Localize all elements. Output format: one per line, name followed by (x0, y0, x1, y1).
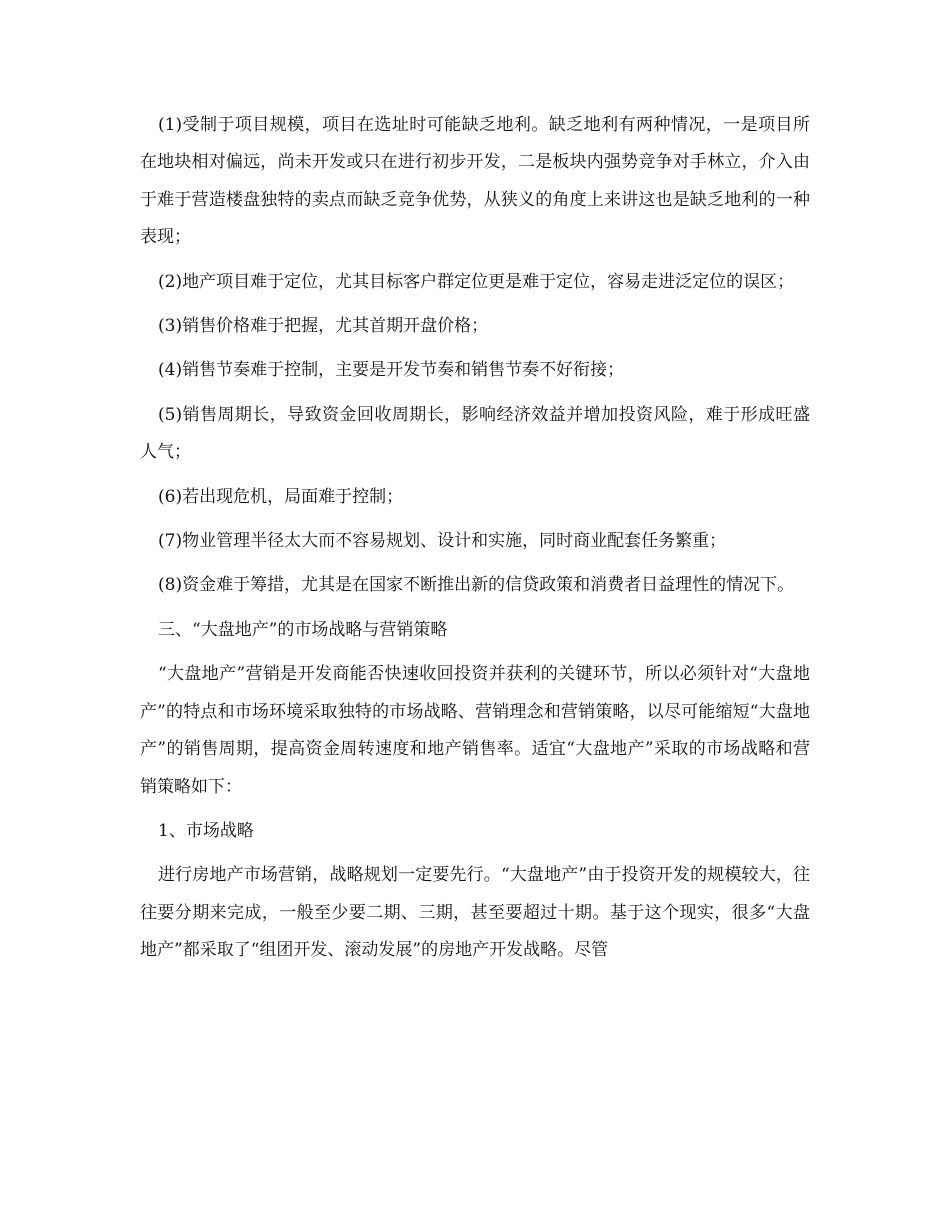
paragraph-4: (4)销售节奏难于控制，主要是开发节奏和销售节奏不好衔接； (158, 360, 625, 381)
paragraph-1: (1)受制于项目规模，项目在选址时可能缺乏地利。缺乏地利有两种情况，一是项目所在地块相对偏远，尚未开发或只在进行初步开发，二是板块内强势竞争对手林立，介入由于难于营造楼盘独特的卖点而缺乏竞争优势，从狭义的角度上来讲这也是缺乏地利的一种表现； (140, 115, 810, 248)
section-heading: 三、“大盘地产”的市场战略与营销策略 (158, 619, 448, 640)
paragraph-2: (2)地产项目难于定位，尤其目标客户群定位更是难于定位，容易走进泛定位的误区； (158, 271, 795, 292)
paragraph-7: (7)物业管理半径太大而不容易规划、设计和实施，同时商业配套任务繁重； (158, 531, 727, 552)
paragraph-8: (8)资金难于筹措，尤其是在国家不断推出新的信贷政策和消费者日益理性的情况下。 (158, 575, 795, 596)
paragraph-10: 进行房地产市场营销，战略规划一定要先行。“大盘地产”由于投资开发的规模较大，往往要分期来完成，一般至少要二期、三期，甚至要超过十期。基于这个现实，很多“大盘地产”都采取了“组团开发、滚动发展”的房地产开发战略。尽管 (140, 865, 810, 961)
subsection-heading: 1、市场战略 (158, 820, 254, 841)
paragraph-9: “大盘地产”营销是开发商能否快速收回投资并获利的关键环节，所以必须针对“大盘地产”的特点和市场环境采取独特的市场战略、营销理念和营销策略，以尽可能缩短“大盘地产”的销售周期，提高资金周转速度和地产销售率。适宜“大盘地产”采取的市场战略和营销策略如下： (140, 664, 810, 797)
paragraph-3: (3)销售价格难于把握，尤其首期开盘价格； (158, 316, 489, 337)
paragraph-6: (6)若出现危机，局面难于控制； (158, 486, 404, 507)
paragraph-5: (5)销售周期长，导致资金回收周期长，影响经济效益并增加投资风险，难于形成旺盛人气； (140, 404, 810, 463)
document-body (140, 107, 810, 977)
